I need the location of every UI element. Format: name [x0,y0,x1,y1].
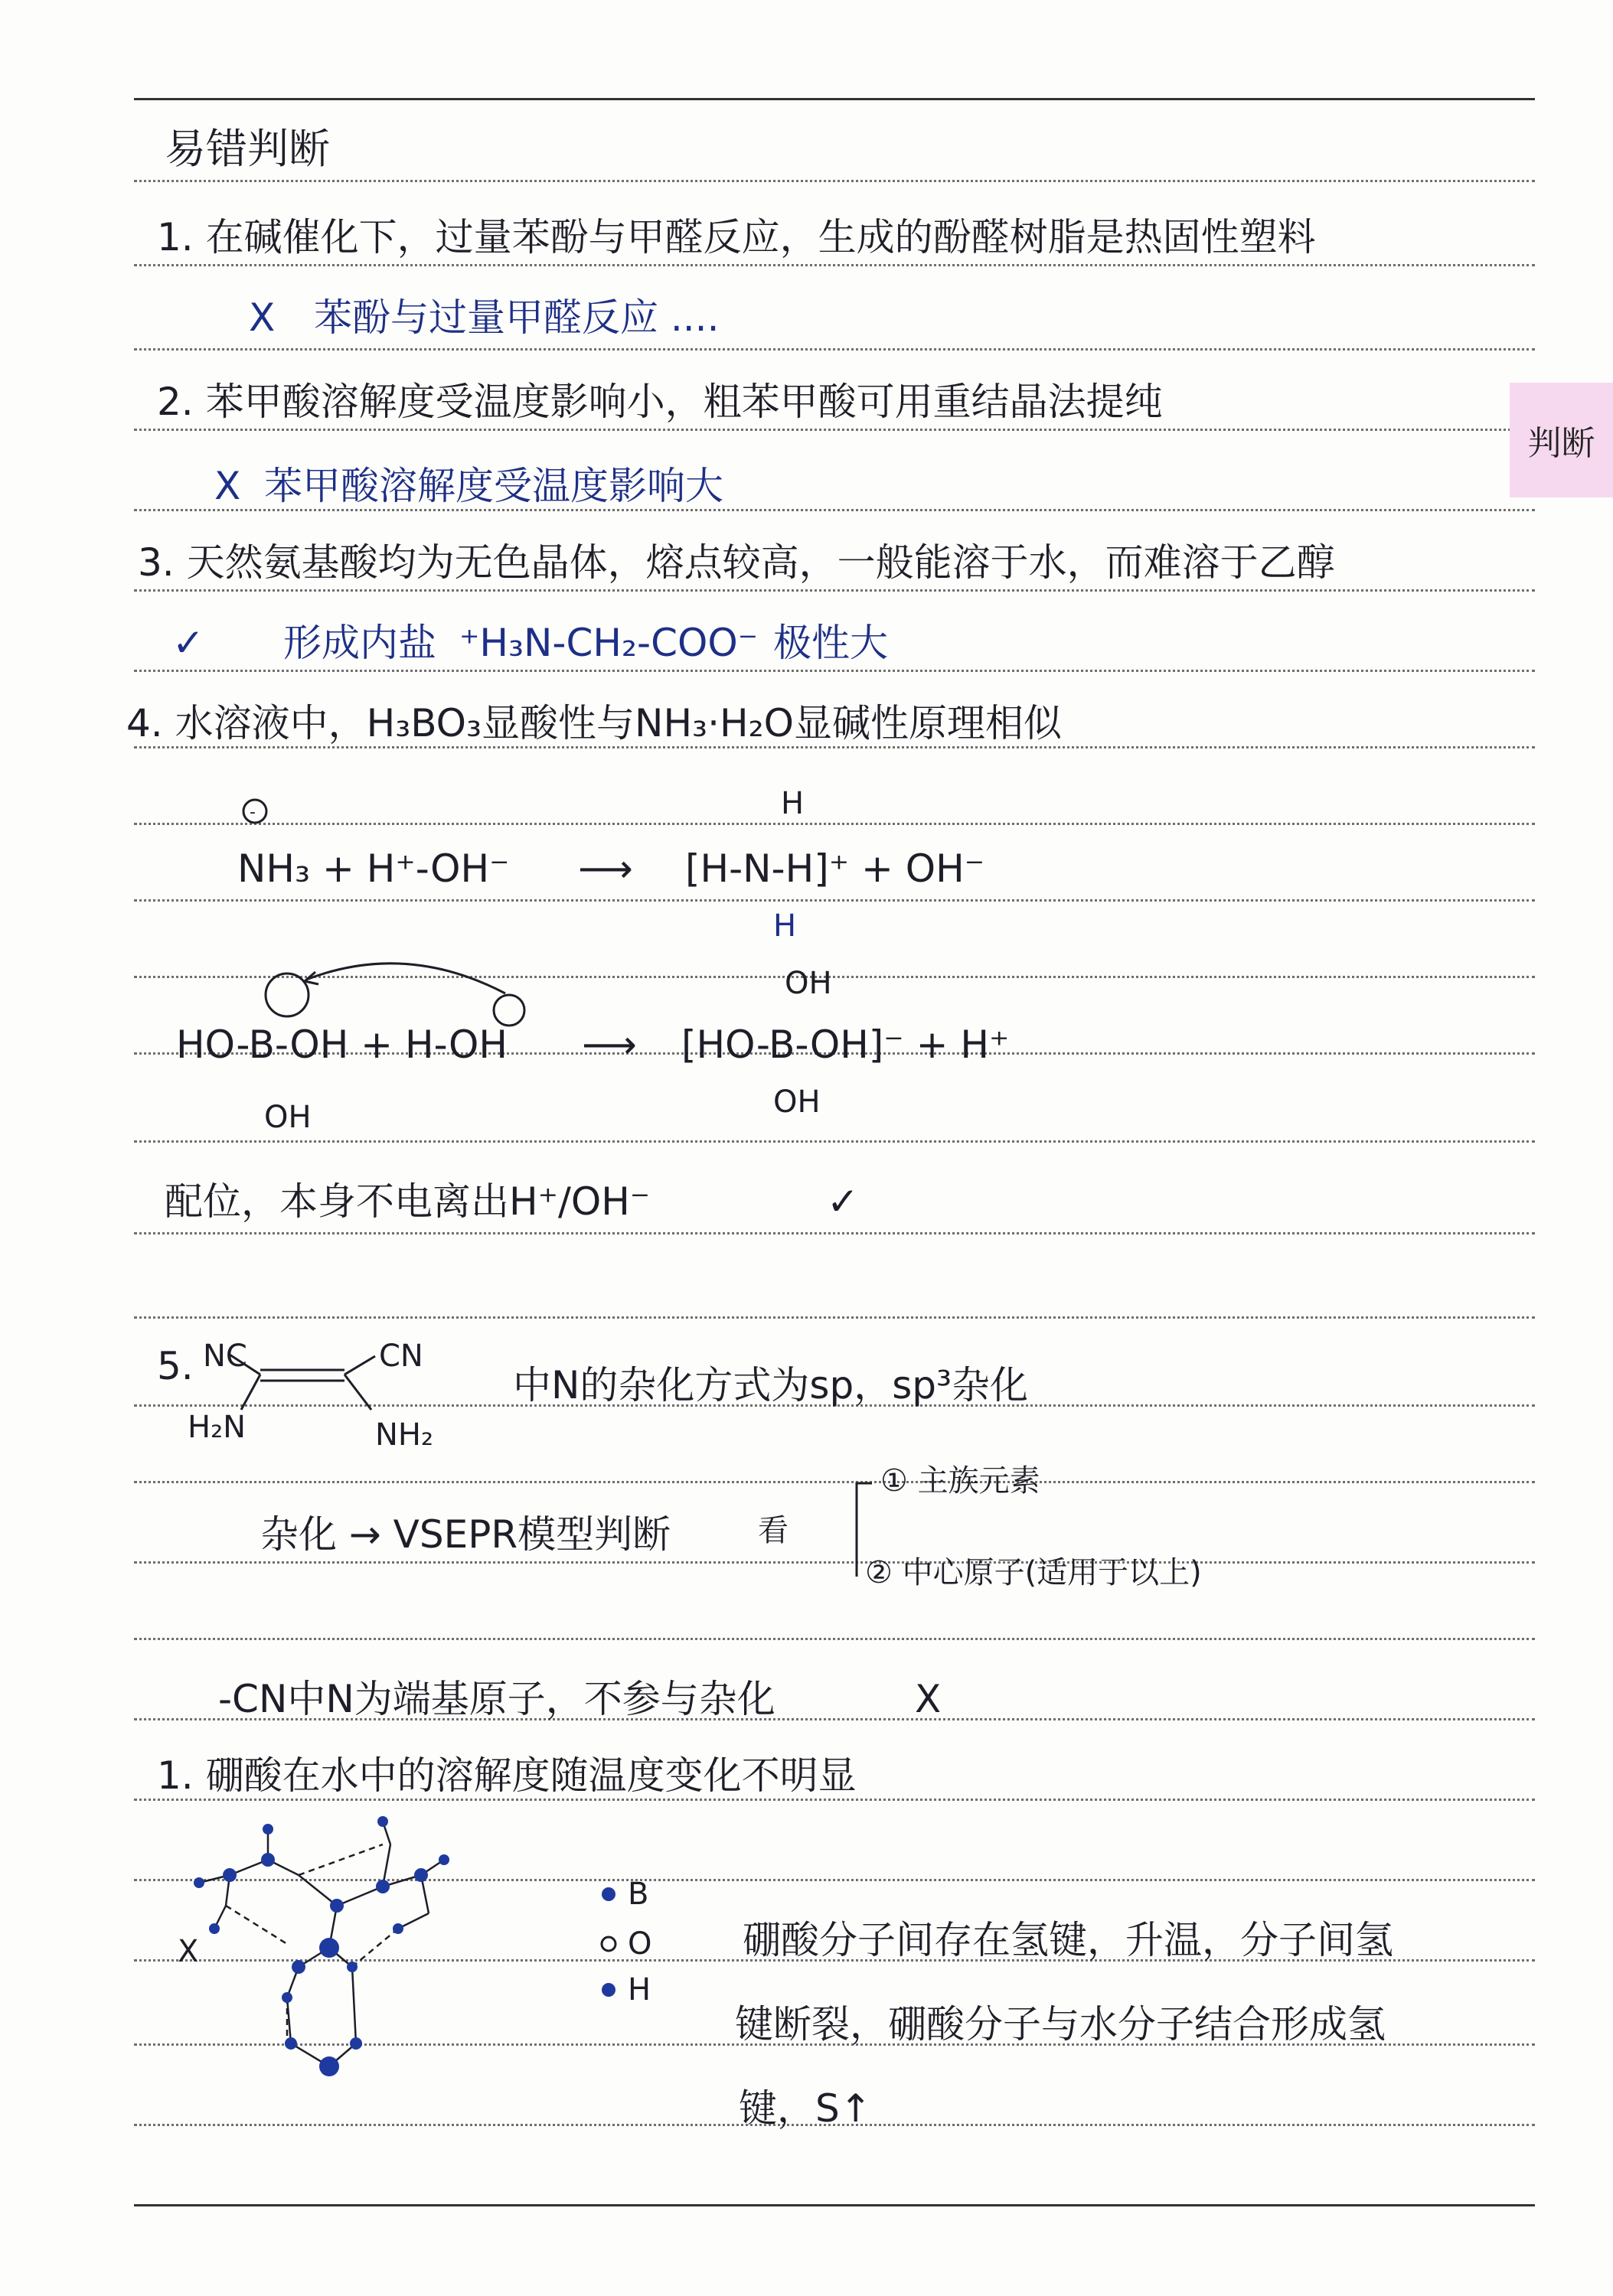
ruled-line [134,180,1535,182]
q4-eq2-left-oh: OH [264,1100,312,1135]
q4-eq1-left: NH₃ + H⁺-OH⁻ [237,846,510,891]
top-rule [134,98,1535,100]
q6-mark: X [178,1934,199,1969]
ruled-line [134,1316,1535,1319]
q4-statement: 4. 水溶液中，H₃BO₃显酸性与NH₃·H₂O显碱性原理相似 [126,701,1062,745]
q5-number: 5. [157,1344,194,1388]
side-tab-label: 判断 [1510,383,1613,497]
q4-mark: ✓ [827,1179,859,1224]
q5-struct-nc: NC [203,1339,247,1374]
q6-explanation-line-1: 硼酸分子间存在氢键，升温，分子间氢 [743,1918,1393,1962]
ruled-line [134,348,1535,351]
legend-boron: B [628,1877,649,1912]
q6-explanation-line-3: 键，S↑ [739,2086,872,2131]
electron-transfer-arrow-icon [253,949,544,1033]
q5-note-option-2: ② 中心原子(适用于以上) [865,1555,1202,1590]
bottom-rule [134,2204,1535,2206]
q3-note-inner-salt: 形成内盐 [283,621,436,665]
q2-statement: 2. 苯甲酸溶解度受温度影响小，粗苯甲酸可用重结晶法提纯 [157,380,1163,424]
q2-correction: 苯甲酸溶解度受温度影响大 [264,464,723,508]
boric-acid-hbond-network [153,1814,551,2105]
q1-statement: 1. 在碱催化下，过量苯酚与甲醛反应，生成的酚醛树脂是热固性塑料 [157,215,1316,259]
q3-formula: ⁺H₃N-CH₂-COO⁻ [459,621,759,665]
q6-explanation-line-2: 键断裂，硼酸分子与水分子结合形成氢 [735,2002,1386,2047]
q5-mark: X [915,1677,942,1721]
q3-mark: ✓ [172,621,204,665]
q4-conclusion: 配位，本身不电离出H⁺/OH⁻ [165,1179,651,1224]
legend-hydrogen: H [628,1972,651,2007]
q5-note-hybrid: 杂化 → VSEPR模型判断 [260,1512,671,1557]
q5-note-look: 看 [758,1513,789,1548]
ruled-line [134,823,1535,825]
q5-answer: -CN中N为端基原子，不参与杂化 [218,1677,775,1721]
ruled-line [134,1638,1535,1640]
ruled-line [134,670,1535,672]
q4-eq1-arrow: ⟶ [578,846,633,891]
svg-text:-: - [250,803,256,822]
ruled-line [134,1561,1535,1564]
ruled-line [134,509,1535,511]
q4-eq2-right-bottom-oh: OH [773,1084,821,1120]
ruled-line [134,899,1535,902]
q4-eq1-bottom-h: H [773,908,797,944]
q5-statement: 中N的杂化方式为sp，sp³杂化 [513,1363,1029,1407]
q5-note-option-1: ① 主族元素 [880,1463,1040,1499]
lone-pair-circle-icon [230,781,322,850]
q4-eq1-top-h: H [781,786,805,821]
q5-struct-cn: CN [379,1339,423,1374]
ruled-line [134,1799,1535,1801]
q6-statement: 1. 硼酸在水中的溶解度随温度变化不明显 [157,1753,857,1798]
ruled-line [134,746,1535,748]
ruled-line [134,1232,1535,1234]
q1-correction: 苯酚与过量甲醛反应 .... [314,295,720,340]
q4-eq2-left: HO-B-OH + H-OH [176,1022,508,1067]
page-title: 易错判断 [165,125,330,173]
q4-eq2-right: [HO-B-OH]⁻ + H⁺ [681,1022,1010,1067]
legend-dots [593,1879,632,2032]
ruled-line [134,1140,1535,1143]
q5-struct-h2n: H₂N [188,1410,247,1445]
ruled-line [134,264,1535,266]
q4-eq2-arrow: ⟶ [582,1022,637,1067]
q3-note-polarity: 极性大 [773,621,888,665]
q5-struct-nh2: NH₂ [375,1417,434,1453]
q1-mark: X [249,295,276,340]
ruled-line [134,1481,1535,1483]
ruled-line [134,589,1535,592]
q2-mark: X [214,464,241,508]
q4-eq2-right-top-oh: OH [785,966,832,1001]
ruled-line [134,429,1535,431]
q4-eq1-right: [H-N-H]⁺ + OH⁻ [685,846,985,891]
legend-oxygen: O [628,1926,652,1962]
q3-statement: 3. 天然氨基酸均为无色晶体，熔点较高，一般能溶于水，而难溶于乙醇 [138,540,1335,585]
